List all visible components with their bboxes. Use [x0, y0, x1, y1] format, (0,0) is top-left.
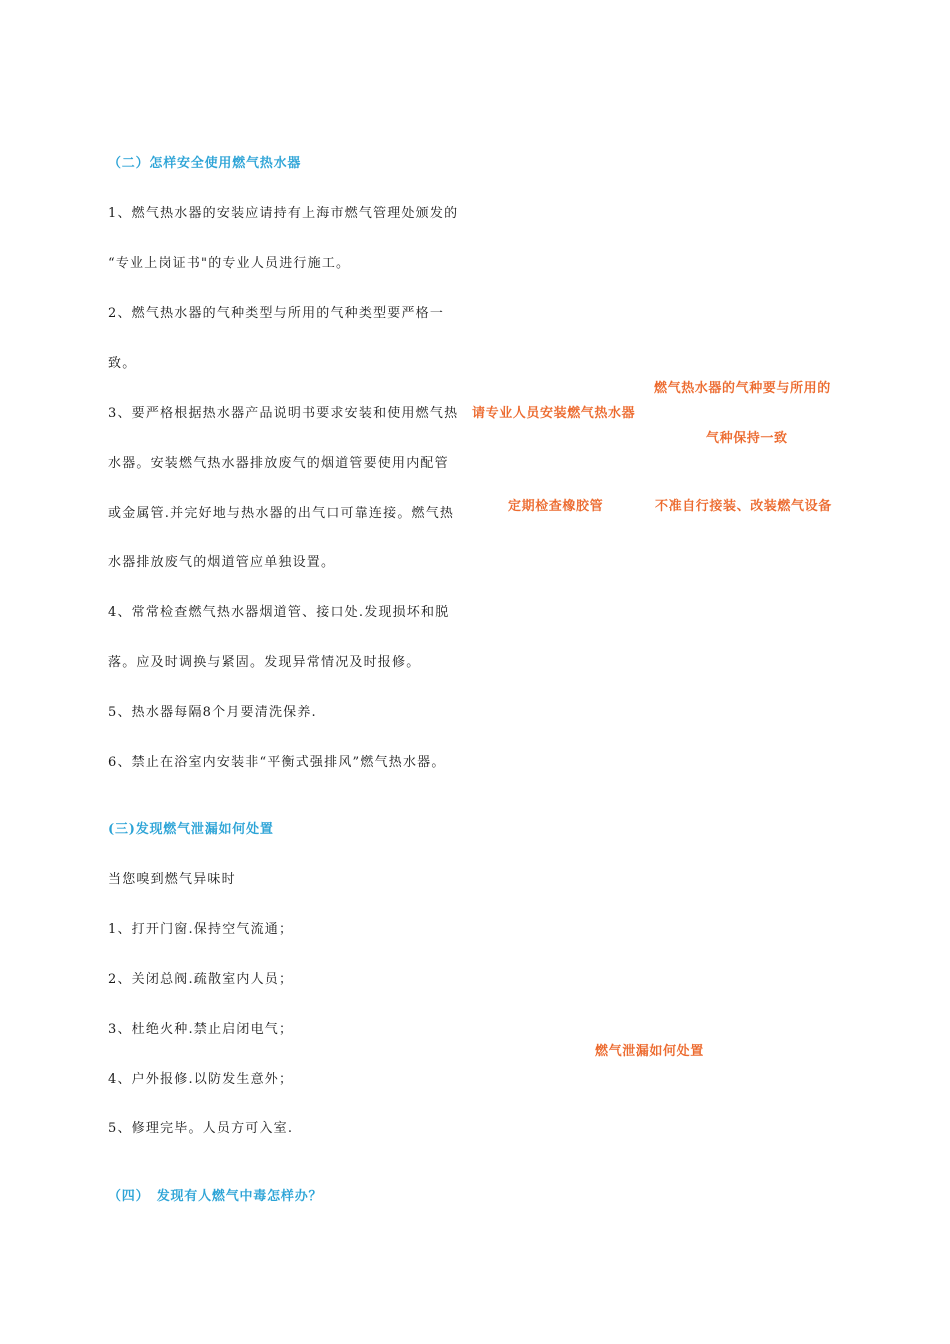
section-2-line: 或金属管.并完好地与热水器的出气口可靠连接。燃气热	[108, 506, 455, 521]
note-leak-handling: 燃气泄漏如何处置	[595, 1044, 704, 1059]
section-4-heading: （四） 发现有人燃气中毒怎样办？	[108, 1189, 323, 1204]
section-2-line: “专业上岗证书"的专业人员进行施工。	[108, 256, 351, 271]
section-2-line: 落。应及时调换与紧固。发现异常情况及时报修。	[108, 655, 421, 670]
note-install-by-professional: 请专业人员安装燃气热水器	[472, 406, 636, 421]
section-3-line: 2、关闭总阀.疏散室内人员；	[108, 972, 294, 987]
section-3-line: 5、修理完毕。人员方可入室.	[108, 1121, 294, 1136]
section-2-line: 4、常常检查燃气热水器烟道管、接口处.发现损坏和脱	[108, 605, 450, 620]
note-gas-type-line1: 燃气热水器的气种要与所用的	[654, 381, 831, 396]
note-check-hose: 定期检查橡胶管	[508, 499, 604, 514]
section-2-line: 致。	[108, 356, 137, 371]
section-2-line: 6、禁止在浴室内安装非“平衡式强排风”燃气热水器。	[108, 755, 446, 770]
section-2-line: 1、燃气热水器的安装应请持有上海市燃气管理处颁发的	[108, 206, 459, 221]
note-gas-type-line2: 气种保持一致	[706, 431, 788, 446]
section-3-line: 3、杜绝火种.禁止启闭电气；	[108, 1022, 294, 1037]
note-no-self-install: 不准自行接装、改装燃气设备	[655, 499, 832, 514]
section-3-heading: (三)发现燃气泄漏如何处置	[108, 822, 274, 837]
section-3-intro: 当您嗅到燃气异味时	[108, 872, 236, 887]
section-3-line: 4、户外报修.以防发生意外；	[108, 1072, 294, 1087]
section-3-line: 1、打开门窗.保持空气流通；	[108, 922, 294, 937]
section-2-heading: （二）怎样安全使用燃气热水器	[108, 156, 302, 171]
section-2-line: 5、热水器每隔8个月要清洗保养.	[108, 705, 317, 720]
section-2-line: 2、燃气热水器的气种类型与所用的气种类型要严格一	[108, 306, 445, 321]
section-2-line: 3、要严格根据热水器产品说明书要求安装和使用燃气热	[108, 406, 459, 421]
section-2-line: 水器排放废气的烟道管应单独设置。	[108, 555, 336, 570]
section-2-line: 水器。安装燃气热水器排放废气的烟道管要使用内配管	[108, 456, 449, 471]
